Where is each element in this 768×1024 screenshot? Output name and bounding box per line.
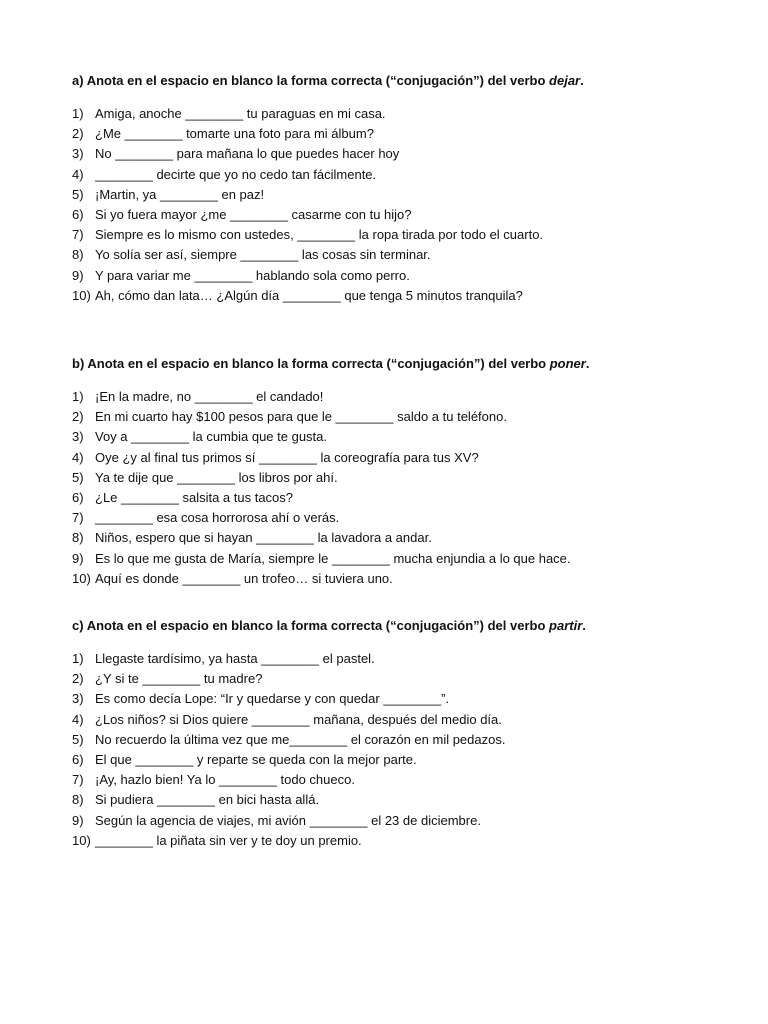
item-text: ¿Me ________ tomarte una foto para mi álbum?	[95, 126, 374, 142]
item-text: Siempre es lo mismo con ustedes, ________ la ropa tirada por todo el cuarto.	[95, 227, 544, 243]
item-number: 3)	[72, 146, 84, 162]
exercise-item	[72, 649, 732, 669]
section-a	[72, 72, 732, 306]
section-b-verb: poner	[549, 356, 586, 371]
item-number: 9)	[72, 267, 84, 283]
item-text: Llegaste tardísimo, ya hasta ________ el pastel.	[95, 651, 375, 666]
item-number: 8)	[72, 247, 84, 263]
item-number: 6)	[72, 490, 84, 506]
section-b-heading-text: b) Anota en el espacio en blanco la forma correcta (“conjugación”) del verbo	[72, 356, 550, 371]
item-text: ¡En la madre, no ________ el candado!	[95, 389, 324, 404]
exercise-item	[72, 427, 732, 447]
item-text: Si yo fuera mayor ¿me ________ casarme con tu hijo?	[95, 207, 412, 223]
exercise-item	[72, 488, 732, 508]
section-c-heading-end: .	[582, 618, 586, 633]
exercise-item	[72, 286, 732, 306]
item-text: ________ la piñata sin ver y te doy un premio.	[95, 832, 362, 848]
item-number: 8)	[72, 530, 84, 546]
item-number: 7)	[72, 510, 84, 526]
exercise-item	[72, 831, 732, 851]
item-number: 2)	[72, 126, 84, 142]
item-number: 7)	[72, 227, 84, 243]
item-number: 1)	[72, 389, 84, 404]
exercise-item	[72, 407, 732, 427]
item-text: ¿Le ________ salsita a tus tacos?	[95, 490, 294, 506]
exercise-item	[72, 689, 732, 709]
exercise-item	[72, 710, 732, 730]
item-text: Ya te dije que ________ los libros por ahí.	[95, 469, 338, 485]
item-number: 6)	[72, 207, 84, 223]
item-number: 10)	[72, 570, 91, 586]
item-text: Es lo que me gusta de María, siempre le ________ mucha enjundia a lo que hace.	[95, 550, 571, 566]
exercise-item	[72, 165, 732, 185]
section-a-verb: dejar	[549, 73, 581, 88]
item-text: ¿Y si te ________ tu madre?	[95, 671, 263, 687]
exercise-item	[72, 528, 732, 548]
item-text: ¡Martin, ya ________ en paz!	[95, 186, 265, 202]
item-text: Niños, espero que si hayan ________ la lavadora a andar.	[95, 530, 432, 546]
item-number: 1)	[72, 651, 84, 666]
item-number: 9)	[72, 812, 84, 828]
section-c-verb: partir	[549, 618, 583, 633]
item-text: ¡Ay, hazlo bien! Ya lo ________ todo chueco.	[95, 772, 355, 788]
item-number: 2)	[72, 409, 84, 425]
exercise-item	[72, 730, 732, 750]
item-text: Es como decía Lope: “Ir y quedarse y con quedar ________”.	[95, 691, 450, 707]
section-c-list	[72, 649, 732, 851]
section-b-list	[72, 387, 732, 589]
item-text: ¿Los niños? si Dios quiere ________ mañana, después del medio día.	[95, 711, 502, 727]
item-number: 9)	[72, 550, 84, 566]
exercise-item	[72, 387, 732, 407]
item-number: 1)	[72, 106, 84, 121]
item-text: ________ esa cosa horrorosa ahí o verás.	[95, 510, 340, 526]
exercise-item	[72, 750, 732, 770]
exercise-item	[72, 811, 732, 831]
exercise-item	[72, 205, 732, 225]
item-text: Si pudiera ________ en bici hasta allá.	[95, 792, 320, 808]
item-number: 6)	[72, 752, 84, 768]
item-text: Y para variar me ________ hablando sola como perro.	[95, 267, 410, 283]
exercise-item	[72, 508, 732, 528]
item-text: No recuerdo la última vez que me________ el corazón en mil pedazos.	[95, 731, 506, 747]
exercise-item	[72, 790, 732, 810]
item-text: Ah, cómo dan lata… ¿Algún día ________ que tenga 5 minutos tranquila?	[95, 287, 523, 303]
item-number: 2)	[72, 671, 84, 687]
item-text: Oye ¿y al final tus primos sí ________ la coreografía para tus XV?	[95, 449, 479, 465]
item-number: 10)	[72, 832, 91, 848]
exercise-item	[72, 448, 732, 468]
exercise-item	[72, 770, 732, 790]
item-text: Aquí es donde ________ un trofeo… si tuviera uno.	[95, 570, 393, 586]
exercise-item	[72, 104, 732, 124]
item-text: Voy a ________ la cumbia que te gusta.	[95, 429, 328, 445]
item-text: En mi cuarto hay $100 pesos para que le ________ saldo a tu teléfono.	[95, 409, 507, 425]
section-b-heading-end: .	[585, 356, 590, 371]
item-number: 3)	[72, 691, 84, 707]
exercise-item	[72, 549, 732, 569]
item-text: No ________ para mañana lo que puedes hacer hoy	[95, 146, 400, 162]
item-text: ________ decirte que yo no cedo tan fácilmente.	[95, 166, 377, 182]
exercise-item	[72, 266, 732, 286]
item-number: 5)	[72, 186, 84, 202]
item-number: 4)	[72, 449, 84, 465]
exercise-item	[72, 569, 732, 589]
exercise-item	[72, 225, 732, 245]
item-number: 4)	[72, 711, 84, 727]
exercise-item	[72, 468, 732, 488]
item-number: 10)	[72, 287, 91, 303]
exercise-item	[72, 669, 732, 689]
item-number: 8)	[72, 792, 84, 808]
exercise-item	[72, 245, 732, 265]
exercise-item	[72, 124, 732, 144]
section-c-heading-text: c) Anota en el espacio en blanco la forma correcta (“conjugación”) del verbo	[72, 618, 550, 633]
exercise-item	[72, 144, 732, 164]
section-c-heading	[72, 617, 732, 635]
item-number: 5)	[72, 469, 84, 485]
section-a-heading-end: .	[580, 73, 584, 88]
section-a-heading-text: a) Anota en el espacio en blanco la forma correcta (“conjugación”) del verbo	[72, 73, 550, 88]
item-text: El que ________ y reparte se queda con la mejor parte.	[95, 752, 417, 768]
item-number: 7)	[72, 772, 84, 788]
section-a-list	[72, 104, 732, 306]
section-b-heading	[72, 355, 732, 373]
section-c	[72, 617, 732, 851]
exercise-item	[72, 185, 732, 205]
section-b	[72, 355, 732, 589]
section-a-heading	[72, 72, 732, 90]
item-text: Amiga, anoche ________ tu paraguas en mi casa.	[95, 106, 386, 121]
item-text: Según la agencia de viajes, mi avión ________ el 23 de diciembre.	[95, 812, 481, 828]
item-text: Yo solía ser así, siempre ________ las cosas sin terminar.	[95, 247, 431, 263]
item-number: 4)	[72, 166, 84, 182]
item-number: 3)	[72, 429, 84, 445]
item-number: 5)	[72, 731, 84, 747]
